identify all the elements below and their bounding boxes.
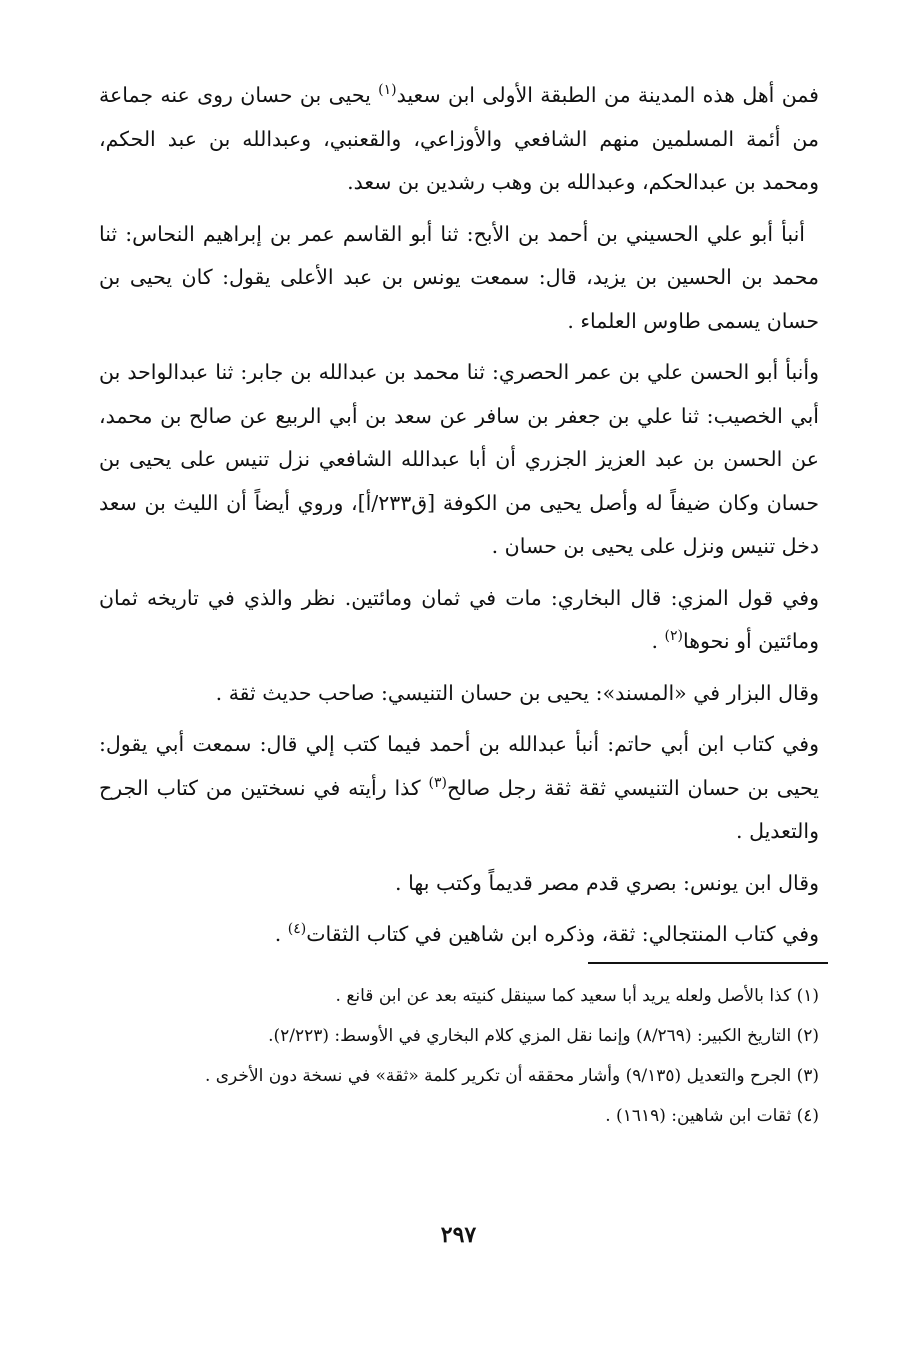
footnote-marker: (٣) <box>428 774 448 791</box>
footnote-4: (٤) ثقات ابن شاهين: (١٦١٩) . <box>605 1106 819 1126</box>
paragraph-5 <box>99 672 819 716</box>
paragraph-2 <box>99 213 819 344</box>
paragraph-text: وقال ابن يونس: بصري قدم مصر قديماً وكتب بها . <box>395 870 819 895</box>
paragraph-text: وفي كتاب المنتجالي: ثقة، وذكره ابن شاهين في كتاب الثقات <box>306 922 819 946</box>
footnote-marker: (٢) <box>664 628 683 645</box>
paragraph-text-after: . <box>274 922 288 946</box>
footnote-marker: (١) <box>378 82 397 99</box>
footnote-1: (١) كذا بالأصل ولعله يريد أبا سعيد كما سينقل كنيته بعد عن ابن قانع . <box>335 986 819 1006</box>
page-number: ٢٩٧ <box>440 1222 477 1248</box>
paragraph-8 <box>99 913 819 957</box>
main-text <box>99 74 819 965</box>
paragraph-text: أنبأ أبو علي الحسيني بن أحمد بن الأبح: ثنا أبو القاسم عمر بن إبراهيم النحاس: ثنا محمد بن الحسين بن يزيد، قال: سمعت يونس بن عبد الأعلى يقول: كان يحيى بن حسان يسمى طاوس العلماء . <box>99 221 819 333</box>
paragraph-7 <box>99 862 819 906</box>
paragraph-text: وفي كتاب ابن أبي حاتم: أنبأ عبدالله بن أحمد فيما كتب إلي قال: سمعت أبي يقول: يحيى بن حسان التنيسي ثقة ثقة رجل صالح <box>99 732 819 800</box>
paragraph-text: وقال البزار في «المسند»: يحيى بن حسان التنيسي: صاحب حديث ثقة . <box>215 680 819 705</box>
paragraph-4 <box>99 577 819 664</box>
paragraph-text-after: . <box>651 629 665 653</box>
footnote-3: (٣) الجرح والتعديل (٩/١٣٥) وأشار محققه أن تكرير كلمة «ثقة» في نسخة دون الأخرى . <box>204 1066 819 1086</box>
footnotes <box>99 978 819 1138</box>
footnote-marker: (٤) <box>287 921 307 938</box>
footnote-separator <box>588 962 828 964</box>
paragraph-text-after: يحيى بن حسان روى عنه جماعة من أئمة المسلمين منهم الشافعي والأوزاعي، والقعنبي، وعبدالله بن عبد الحكم، ومحمد بن عبدالحكم، وعبدالله بن وهب رشدين بن سعد. <box>99 83 819 194</box>
paragraph-1 <box>99 74 819 205</box>
paragraph-6 <box>99 723 819 854</box>
paragraph-text: وأنبأ أبو الحسن علي بن عمر الحصري: ثنا محمد بن عبدالله بن جابر: ثنا عبدالواحد بن أبي الخصيب: ثنا علي بن جعفر بن سافر عن سعد بن أبي الربيع عن صالح بن محمد، عن الحسن بن عبد العزيز الجزري أن أبا عبدالله الشافعي نزل تنيس على يحيى بن حسان وكان ضيفاً له وأصل يحيى من الكوفة [ق٢٣٣/أ]، وروي أيضاً أن الليث بن سعد دخل تنيس ونزل على يحيى بن حسان . <box>99 360 819 558</box>
paragraph-3 <box>99 351 819 569</box>
footnote-2: (٢) التاريخ الكبير: (٨/٢٦٩) وإنما نقل المزي كلام البخاري في الأوسط: (٢/٢٢٣). <box>268 1026 819 1046</box>
paragraph-text: فمن أهل هذه المدينة من الطبقة الأولى ابن سعيد <box>396 83 819 107</box>
paragraph-text: وفي قول المزي: قال البخاري: مات في ثمان ومائتين. نظر والذي في تاريخه ثمان ومائتين أو نحوها <box>99 585 819 653</box>
paragraph-text-after: كذا رأيته في نسختين من كتاب الجرح والتعديل . <box>99 775 819 843</box>
